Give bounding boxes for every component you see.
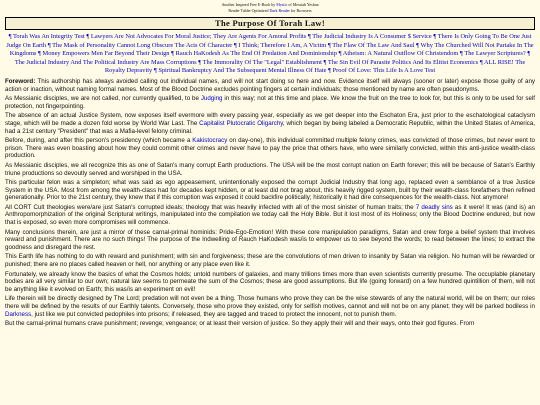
pilcrow-icon: ¶ [323,58,328,66]
pilcrow-icon: ¶ [153,67,159,75]
paragraph-text: as it were! It was (and is) an Anthropomorphization of the original Scriptural writings, manipulated into the compilation we today call the Holy Bible. But it lost most of its Holiness; only the Blood Doctrine endured, but now that is exposed, so even more compromises will commence. [5,203,535,227]
nav-link[interactable]: Why The Churched Will Not Partake In The Kingdoms [9,41,534,58]
paragraph [5,320,535,328]
paragraph-text: This particular felon was a simpleton; what was said as ego appeasement, unintentionally exposed the corrupt Judicial Industry that long ago, replaced even a semblance of a true Justice System in the USA. Most from among the wealth-class had for decades kept hidden, or at least did not brag about, this heavily rigged system, built by their wealth-class forefathers then refined generationally. Prior to the 21st century, they knew that if this corruption was exposed it could backfire politically; historically it had dire consequences for the wealth-class. Not anymore! [5,179,535,202]
pilcrow-icon: ¶ [416,41,421,49]
inline-link[interactable]: Kakistocracy [192,137,228,145]
pilcrow-icon: ¶ [459,50,465,58]
nav-link[interactable]: There Is Only Going To Be One Just Judge On Earth [6,33,532,49]
paragraph [5,253,535,268]
pilcrow-icon: ¶ [47,41,53,49]
nav-link[interactable]: The Lawyer Scriptures? [464,50,526,58]
header [0,0,540,13]
mystic-link[interactable]: Mystic [276,2,288,7]
paragraph [5,229,535,252]
pilcrow-icon: ¶ [307,33,313,40]
pilcrow-icon: ¶ [327,41,333,49]
nav-link[interactable]: The Sin Evil Of Parasite Politics And Its Elitist Economics [327,58,479,66]
nav-links [5,33,535,76]
paragraph [5,137,535,160]
paragraph-text: Before, during, and after this person's presidency (which became a [5,137,193,145]
pilcrow-icon: ¶ [233,41,239,49]
paragraph-text: , just like we put convicted pedophiles into prisons; if released, they are tagged and traced to protect the innocent, not to punish them. [31,310,397,318]
paragraph-text: Fortunately, we already know the basics of what the Cosmos holds; untold numbers of galaxies, and many trillions times more than even scientists currently presume. The occuplable planetary bodies are all very similar to our own; natural law seems to permeate the sum of the Cosmos; these are good assumptions. But life (going forward) on a few hundred quintillion of them, will not be anything like it evolved on Earth; this was/is an experiment on evil! [5,270,535,293]
inline-link[interactable]: Capitalist Plutocratic Oligarchy [199,119,283,127]
article-body [5,78,535,328]
pilcrow-icon: ¶ [328,67,333,75]
pilcrow-icon: ¶ [8,33,13,40]
nav-link[interactable]: The Mask of Personality Cannot Long Obscure The Acts Of Character [52,41,233,49]
nav-link[interactable]: The Immorality Of The "Legal" Establishment [202,58,322,66]
nav-link[interactable]: Spiritual Bankruptcy And The Subsequent Mental Illness Of Hate [158,67,327,75]
paragraph-text: Many conclusions therein, are just a mirror of these carnal-primal hominids: Pride-Ego-Emotion! With these core manipulation paradigms, Satan and crew forge a belief system that involves reward and punishment. There are no such things! The purpose of the Indwelling of Rauch HaKodesh was/is to empower us to see beyond the words; to read between the lines; to extract the goodness and disregard the rest. [5,228,535,251]
paragraph-text: As Messianic disciples, we are not called, nor currently qualified, to be [5,95,201,103]
nav-link[interactable]: Proof Of Love: This Life Is A Love Test [332,67,436,75]
dark-reader-link[interactable]: Dark Reader [269,7,290,13]
paragraph [5,112,535,135]
paragraph [5,162,535,177]
pilcrow-icon: ¶ [38,50,43,58]
nav-link[interactable]: Atheism: A Natural Outflow Of Christendom [342,50,459,58]
paragraph-text: , which began by being labeled a Democratic Republic, within the United States of America, had a 21st century "President" that was a Mafia-level felony criminal. [5,119,535,135]
page-title: The Purpose Of Torah Law! [5,17,535,30]
paragraph-text: As Messianic disciples, we all recognize this as one of Satan's many corrupt Earth productions. The USA will be the most corrupt nation on Earth forever; this will be because of Satan's Earthly triune productions so devoutly served and worshiped in the USA. [5,161,535,177]
nav-link[interactable]: The Judicial Industry And The Political Industry Are Mass Corruptions [14,58,197,66]
paragraph-text: on day-one), this individual committed multiple felony crimes, was convicted of those crimes, but never went to prison. There was even boasting about how they could commit other crimes and never have to pay the price that others have, who were similarly convicted, within this anti-justice wealth-class production. [5,137,535,160]
inline-link[interactable]: Judging [200,95,223,103]
pilcrow-icon: ¶ [171,50,176,58]
header-line-2 [0,8,540,14]
pilcrow-icon: ¶ [433,33,438,40]
pilcrow-icon: ¶ [338,50,343,58]
nav-link[interactable]: Lawyers Are Not Advocates For Moral Justice; They Are Agents For Amoral Profits [90,33,307,40]
pilcrow-icon: ¶ [527,50,531,58]
header-text: Reader Tablet Optimized [228,7,270,13]
paragraph-text: The absence of an actual Justice System, now exposes itself evermore with every passing year, especially as we get deeper into the Eschaton Era, just prior to the eschatological cataclysm stage, which will be made a dozen fold worse by World War Last. The [5,112,535,127]
nav-link[interactable]: The Judicial Industry Is A Consumer $ Service [312,33,432,40]
paragraph [5,295,535,318]
header-text: of Messiah Yeshua [287,2,319,7]
paragraph-text: in this way; not at this time and place. We know the fruit on the tree to look for, but this is only to be used for self protection, not fingerpointing. [5,95,535,110]
nav-link[interactable]: Money Empowers Men Far Beyond Their Design [42,50,170,58]
paragraph [5,95,535,110]
paragraph [5,204,535,227]
paragraph-text: Life therein will be directly designed by The Lord; predation will not even be a thing. Those humans who prove they can be the wise stewards of any the natural world, will be on them; our roles there will be defined by the results of our Earthly talents. Conversely, those who prove they existed, only for selfish motives, cannot and will not be on any planet; they will be parked bodiless in [5,295,535,310]
paragraph [5,179,535,202]
nav-link[interactable]: Torah Was An Integrity Test [12,33,85,40]
paragraph-text: But the carnal-primal humans crave punishment; revenge; vengeance; or at least their version of justice. So they apply their will and their ways, onto their god figures. From [5,320,475,328]
header-text: for Browsers [289,7,312,13]
foreword-label: Foreword: [5,77,36,85]
paragraph [5,78,535,93]
nav-link[interactable]: Rauch HaKodesh As The End Of Predation And Dominionship [175,50,337,58]
pilcrow-icon: ¶ [86,33,91,40]
pilcrow-icon: ¶ [198,58,203,66]
header-text: Another Inspired Free E-Book by [221,2,277,7]
inline-link[interactable]: Darkness [5,310,32,318]
nav-link[interactable]: The Flaw Of The Law And Saul [332,41,415,49]
paragraph-text: All CORT Cult theologies were/are just Satan's corrupted ideals; theology that was heavily infected with all of the most sinister of human traits; the [5,203,416,211]
pilcrow-icon: ¶ [479,58,484,66]
nav-link[interactable]: ALL RISE! The Royalty Depravity [104,58,526,75]
paragraph-text: This Earth life has nothing to do with reward and punishment; with sin and forgiveness; these are the convolutions of men driven to insanity by Satan via religion. No human will be rewarded or punished; there are no places called heaven or hell, nor anything or any place even like it. [5,253,535,269]
paragraph-text: This authorship has always avoided calling out individual names, and will not start doing so here and now. Evidence itself will always (sooner or later) expose those guilty of any action or inaction, without naming formal names. Most of the Blood Doctrine excludes pointing fingers at certain individuals; those mentioned by name are often pseudonyms. [5,77,535,93]
paragraph [5,271,535,294]
nav-link[interactable]: I Think; Therefore I Am, A Victim [238,41,327,49]
inline-link[interactable]: 7 deadly sins [415,203,453,211]
